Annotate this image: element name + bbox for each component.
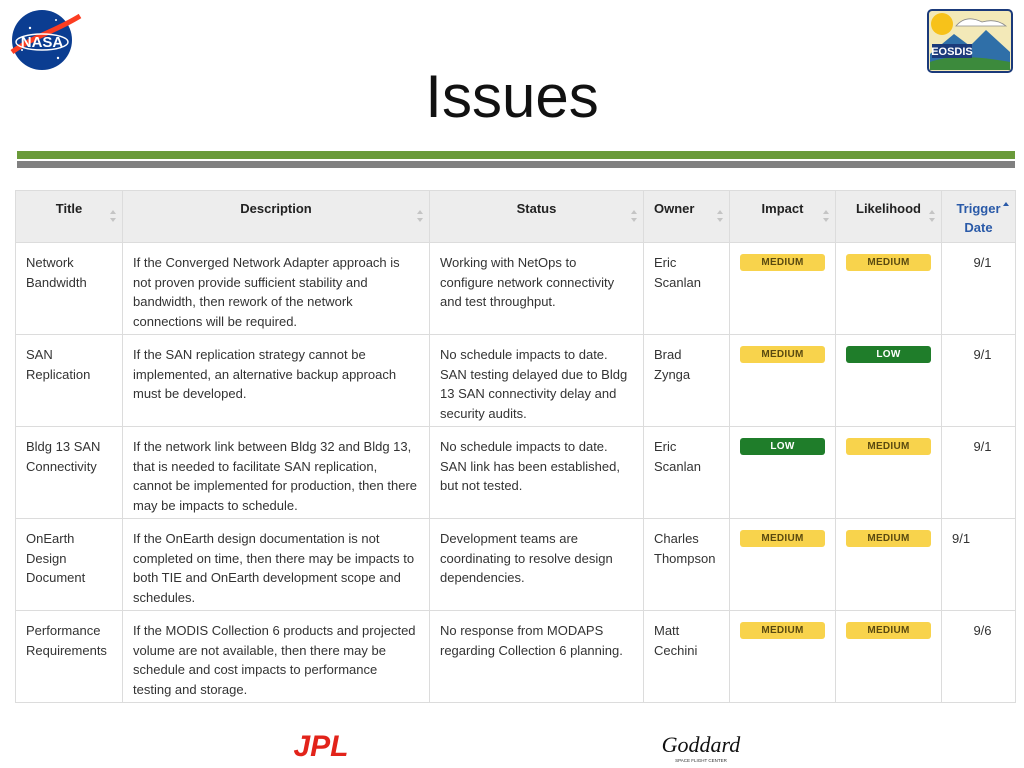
cell-trigger-date: 9/6 bbox=[942, 611, 1016, 703]
likelihood-badge: LOW bbox=[846, 346, 931, 363]
column-header-owner[interactable] bbox=[644, 191, 730, 243]
cell-impact bbox=[730, 519, 836, 611]
cell-likelihood bbox=[836, 519, 942, 611]
impact-badge: MEDIUM bbox=[740, 254, 825, 271]
cell-status: Development teams are coordinating to resolve design dependencies. bbox=[430, 519, 644, 611]
cell-impact bbox=[730, 611, 836, 703]
table-header-row bbox=[16, 191, 1016, 243]
cell-trigger-date: 9/1 bbox=[942, 519, 1016, 611]
jpl-logo-text: JPL bbox=[293, 730, 349, 760]
sort-icon[interactable] bbox=[110, 209, 116, 223]
likelihood-badge: MEDIUM bbox=[846, 254, 931, 271]
title-divider-gray bbox=[17, 161, 1015, 168]
column-header-label: Likelihood bbox=[856, 201, 921, 216]
eosdis-logo-text: EOSDIS bbox=[931, 46, 973, 58]
column-header-status[interactable] bbox=[430, 191, 644, 243]
cell-trigger-date: 9/1 bbox=[942, 427, 1016, 519]
likelihood-badge: MEDIUM bbox=[846, 530, 931, 547]
impact-badge: MEDIUM bbox=[740, 346, 825, 363]
column-header-impact[interactable] bbox=[730, 191, 836, 243]
cell-status: Working with NetOps to configure network connectivity and test throughput. bbox=[430, 243, 644, 335]
cell-owner: Eric Scanlan bbox=[644, 427, 730, 519]
column-header-title[interactable] bbox=[16, 191, 123, 243]
column-header-label: Impact bbox=[761, 201, 804, 216]
cell-description: If the OnEarth design documentation is not completed on time, then there may be impacts to both TIE and OnEarth development scope and schedules. bbox=[123, 519, 430, 611]
sort-icon[interactable] bbox=[929, 209, 935, 223]
table-row bbox=[16, 427, 1016, 519]
issues-table bbox=[15, 190, 1016, 703]
goddard-logo-subtext: SPACE FLIGHT CENTER bbox=[675, 758, 727, 763]
likelihood-badge: MEDIUM bbox=[846, 438, 931, 455]
goddard-logo-text: Goddard bbox=[661, 732, 741, 757]
cell-impact bbox=[730, 243, 836, 335]
cell-impact bbox=[730, 335, 836, 427]
column-header-label: Owner bbox=[654, 201, 695, 216]
cell-trigger-date: 9/1 bbox=[942, 335, 1016, 427]
sort-icon[interactable] bbox=[717, 209, 723, 223]
sort-ascending-icon[interactable] bbox=[1003, 201, 1009, 215]
column-header-description[interactable] bbox=[123, 191, 430, 243]
slide-title: Issues bbox=[425, 63, 599, 130]
cell-status: No schedule impacts to date. SAN link has been established, but not tested. bbox=[430, 427, 644, 519]
likelihood-badge: MEDIUM bbox=[846, 622, 931, 639]
impact-badge: MEDIUM bbox=[740, 530, 825, 547]
column-header-label: Trigger bbox=[956, 201, 1001, 216]
cell-description: If the Converged Network Adapter approach is not proven provide sufficient stability and bandwidth, then rework of the network connections will be required. bbox=[123, 243, 430, 335]
table-row bbox=[16, 519, 1016, 611]
cell-status: No schedule impacts to date. SAN testing delayed due to Bldg 13 SAN connectivity delay and security audits. bbox=[430, 335, 644, 427]
sort-icon[interactable] bbox=[631, 209, 637, 223]
cell-owner: Brad Zynga bbox=[644, 335, 730, 427]
impact-badge: MEDIUM bbox=[740, 622, 825, 639]
column-header-label: Status bbox=[516, 201, 557, 216]
table-row bbox=[16, 611, 1016, 703]
cell-description: If the SAN replication strategy cannot be implemented, an alternative backup approach must be developed. bbox=[123, 335, 430, 427]
cell-title: OnEarth Design Document bbox=[16, 519, 123, 611]
title-divider-green bbox=[17, 151, 1015, 159]
cell-likelihood bbox=[836, 427, 942, 519]
cell-description: If the network link between Bldg 32 and Bldg 13, that is needed to facilitate SAN replication, cannot be implemented for production, then there may be impacts to schedule. bbox=[123, 427, 430, 519]
goddard-logo bbox=[660, 728, 742, 766]
cell-trigger-date: 9/1 bbox=[942, 243, 1016, 335]
cell-title: SAN Replication bbox=[16, 335, 123, 427]
sort-icon[interactable] bbox=[823, 209, 829, 223]
cell-owner: Charles Thompson bbox=[644, 519, 730, 611]
column-header-label: Description bbox=[240, 201, 312, 216]
impact-badge: LOW bbox=[740, 438, 825, 455]
cell-owner: Matt Cechini bbox=[644, 611, 730, 703]
jpl-logo bbox=[278, 730, 364, 760]
table-row bbox=[16, 335, 1016, 427]
column-header-likelihood[interactable] bbox=[836, 191, 942, 243]
cell-likelihood bbox=[836, 611, 942, 703]
nasa-logo-text: NASA bbox=[20, 34, 64, 51]
cell-title: Performance Requirements bbox=[16, 611, 123, 703]
cell-impact bbox=[730, 427, 836, 519]
column-header-label: Date bbox=[964, 220, 993, 235]
cell-description: If the MODIS Collection 6 products and projected volume are not available, then there may be schedule and cost impacts to performance testing and storage. bbox=[123, 611, 430, 703]
cell-likelihood bbox=[836, 335, 942, 427]
table-row bbox=[16, 243, 1016, 335]
cell-title: Network Bandwidth bbox=[16, 243, 123, 335]
cell-owner: Eric Scanlan bbox=[644, 243, 730, 335]
column-header-label: Title bbox=[55, 201, 83, 216]
cell-status: No response from MODAPS regarding Collection 6 planning. bbox=[430, 611, 644, 703]
cell-likelihood bbox=[836, 243, 942, 335]
cell-title: Bldg 13 SAN Connectivity bbox=[16, 427, 123, 519]
sort-icon[interactable] bbox=[417, 209, 423, 223]
column-header-trigger-date[interactable] bbox=[942, 191, 1016, 243]
